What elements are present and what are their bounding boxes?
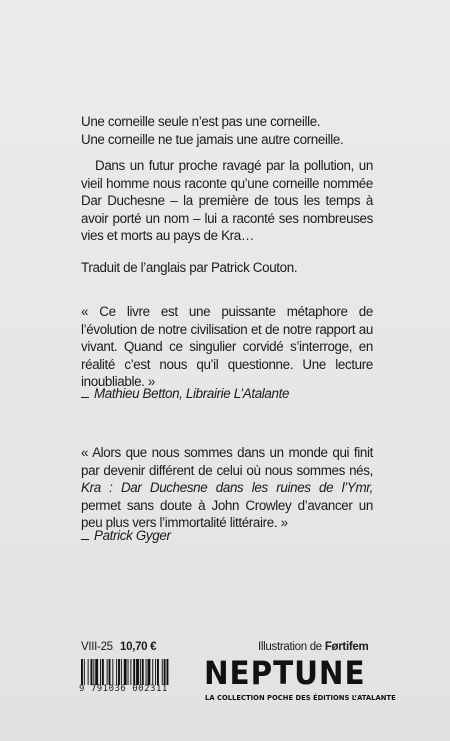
illustration-credit: [258, 641, 368, 653]
intro-line-2: Une corneille ne tue jamais une autre corneille.: [81, 131, 344, 147]
barcode-bar: [162, 659, 163, 685]
review-2-author: Patrick Gyger: [94, 528, 171, 543]
synopsis-text: Dans un futur proche ravagé par la pollution, un vieil homme nous raconte qu’une corneille nommée Dar Duchesne – la première de tous les temps à avoir porté un nom – lui a raconté ses nombreuses vies et morts au pays de Kra…: [81, 158, 373, 243]
barcode-bar: [155, 659, 156, 685]
isbn-number: 9 791036 002311: [79, 684, 168, 694]
barcode-bar: [109, 659, 111, 685]
barcode-bar: [95, 659, 98, 685]
catalog-reference: VIII-25: [81, 641, 113, 653]
review-2-signature: [81, 527, 373, 545]
barcode-bar: [91, 659, 93, 685]
barcode-bar: [167, 659, 169, 685]
barcode-bar: [121, 659, 122, 685]
barcode-bar: [148, 659, 151, 685]
dash-mark: [81, 539, 89, 540]
review-2-quote-start: « Alors que nous sommes dans un monde qui finit par devenir différent de celui où nous sommes nés,: [81, 445, 373, 478]
barcode-bar: [128, 659, 129, 685]
review-1: [81, 303, 373, 391]
review-2: [81, 444, 373, 532]
barcode-bar: [112, 659, 113, 685]
barcode-bar: [157, 659, 159, 685]
intro-lines: [81, 113, 373, 148]
barcode-bar: [130, 659, 131, 685]
review-2-book-title: Kra : Dar Duchesne dans les ruines de l’Ymr,: [81, 480, 373, 495]
illustration-prefix: Illustration de: [258, 641, 322, 653]
barcode-bar: [142, 659, 144, 685]
barcode-bar: [152, 659, 153, 685]
barcode-bar: [124, 659, 127, 685]
illustrator-name: Førtifem: [324, 641, 369, 653]
barcode-bar: [81, 659, 83, 685]
barcode-bar: [116, 659, 117, 685]
intro-line-1: Une corneille seule n’est pas une corneille.: [81, 114, 321, 129]
publisher-logo: NEPTUNE: [204, 654, 366, 692]
barcode-bar: [136, 659, 139, 685]
barcode-icon: [79, 659, 193, 685]
barcode-bar: [164, 659, 166, 685]
review-1-author: Mathieu Betton, Librairie L’Atalante: [94, 386, 290, 401]
barcode-bar: [84, 659, 85, 685]
review-1-quote: « Ce livre est une puissante métaphore de l’évolution de notre civilisation et de notre rapport au vivant. Quand ce singulier corvidé s’interroge, en réalité c’est nous qu’il questionne. Une lecture inoubliable. »: [81, 304, 373, 389]
synopsis: [81, 157, 373, 245]
dash-mark: [81, 397, 89, 398]
price-tag: 10,70 €: [120, 641, 157, 653]
barcode-bar: [100, 659, 101, 685]
barcode-bar: [140, 659, 141, 685]
barcode-bar: [102, 659, 104, 685]
barcode-bar: [133, 659, 135, 685]
collection-tagline: LA COLLECTION POCHE DES ÉDITIONS L’ATALANTE: [205, 694, 396, 702]
translator-text: Traduit de l’anglais par Patrick Couton.: [81, 260, 298, 275]
barcode-bar: [88, 659, 89, 685]
barcode-bar: [118, 659, 120, 685]
review-2-quote: [81, 444, 373, 532]
barcode-bar: [93, 659, 94, 685]
barcode-bar: [107, 659, 108, 685]
review-1-signature: [81, 385, 373, 403]
review-2-quote-end: permet sans doute à John Crowley d’avancer un peu plus vers l’immortalité littéraire. »: [81, 497, 373, 530]
translator-credit: [81, 259, 373, 277]
barcode-bar: [146, 659, 147, 685]
